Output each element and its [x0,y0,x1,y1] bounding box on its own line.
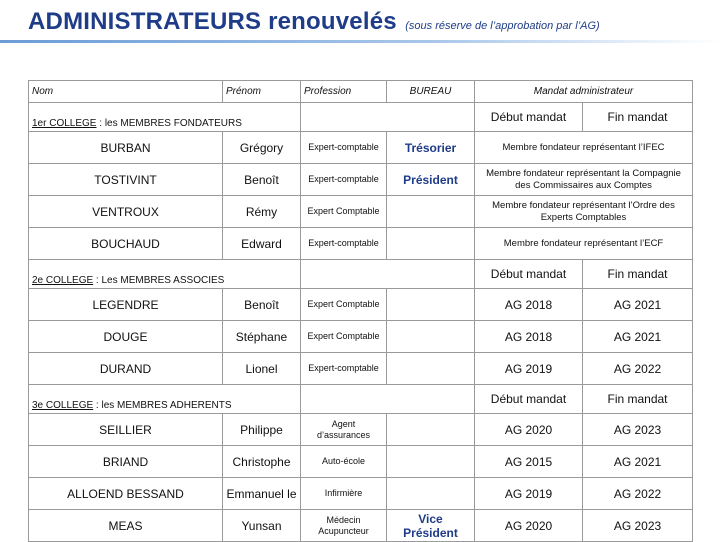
fin-mandat-header: Fin mandat [583,385,693,414]
header-prenom: Prénom [223,81,301,103]
prenom-cell: Rémy [223,196,301,228]
header-nom: Nom [29,81,223,103]
table-row [29,353,693,385]
section-label [29,103,301,132]
mandat-cell: Membre fondateur représentant l’ECF [475,228,693,260]
section-header-row [29,103,693,132]
profession-cell: Expert-comptable [301,132,387,164]
table-row [29,196,693,228]
nom-cell: MEAS [29,510,223,542]
college-number: 3e COLLEGE [32,400,94,411]
prenom-cell: Emmanuel le [223,478,301,510]
mandat-cell: Membre fondateur représentant l’IFEC [475,132,693,164]
college-number: 1er COLLEGE [32,118,97,129]
bureau-cell [387,446,475,478]
section-blank [301,260,475,289]
prenom-cell: Philippe [223,414,301,446]
administrators-table [28,80,693,542]
debut-cell: AG 2019 [475,478,583,510]
bureau-cell [387,228,475,260]
header-mandat: Mandat administrateur [475,81,693,103]
title-underline [0,40,720,43]
fin-cell: AG 2022 [583,353,693,385]
nom-cell: DOUGE [29,321,223,353]
header-bureau: BUREAU [387,81,475,103]
section-header-row [29,260,693,289]
bureau-cell [387,414,475,446]
section-header-row [29,385,693,414]
profession-cell: Expert Comptable [301,289,387,321]
bureau-cell [387,321,475,353]
college-name: : Les MEMBRES ASSOCIES [93,275,225,286]
nom-cell: TOSTIVINT [29,164,223,196]
bureau-cell: Vice Président [387,510,475,542]
debut-mandat-header: Début mandat [475,385,583,414]
profession-cell: Expert-comptable [301,164,387,196]
mandat-cell: Membre fondateur représentant l’Ordre des Experts Comptables [475,196,693,228]
fin-cell: AG 2021 [583,446,693,478]
table-row [29,510,693,542]
header-row [29,81,693,103]
bureau-cell: Trésorier [387,132,475,164]
prenom-cell: Lionel [223,353,301,385]
table-row [29,164,693,196]
profession-cell: Expert-comptable [301,353,387,385]
section-label [29,260,301,289]
debut-cell: AG 2019 [475,353,583,385]
nom-cell: LEGENDRE [29,289,223,321]
prenom-cell: Edward [223,228,301,260]
profession-cell: Expert Comptable [301,196,387,228]
nom-cell: VENTROUX [29,196,223,228]
profession-cell: Expert Comptable [301,321,387,353]
prenom-cell: Yunsan [223,510,301,542]
fin-cell: AG 2022 [583,478,693,510]
profession-cell: Infirmière [301,478,387,510]
nom-cell: BURBAN [29,132,223,164]
bureau-cell [387,289,475,321]
title-note: (sous réserve de l’approbation par l’AG) [405,20,600,32]
bureau-cell [387,196,475,228]
college-name: : les MEMBRES ADHERENTS [93,400,232,411]
debut-cell: AG 2020 [475,414,583,446]
table-row [29,228,693,260]
college-name: : les MEMBRES FONDATEURS [96,118,242,129]
section-associes [29,260,693,385]
header-profession: Profession [301,81,387,103]
nom-cell: ALLOEND BESSAND [29,478,223,510]
debut-mandat-header: Début mandat [475,260,583,289]
bureau-cell [387,478,475,510]
table-row [29,478,693,510]
profession-cell: Agent d’assurances [301,414,387,446]
prenom-cell: Benoît [223,164,301,196]
prenom-cell: Stéphane [223,321,301,353]
table-row [29,289,693,321]
fin-cell: AG 2023 [583,414,693,446]
section-adherents [29,385,693,542]
prenom-cell: Benoît [223,289,301,321]
section-blank [301,103,475,132]
section-fondateurs [29,103,693,260]
section-label [29,385,301,414]
table-row [29,132,693,164]
bureau-cell [387,353,475,385]
profession-cell: Médecin Acupuncteur [301,510,387,542]
table-row [29,446,693,478]
college-number: 2e COLLEGE [32,275,94,286]
table-row [29,321,693,353]
nom-cell: BRIAND [29,446,223,478]
table-row [29,414,693,446]
title-main: ADMINISTRATEURS renouvelés [28,8,397,35]
section-blank [301,385,475,414]
fin-cell: AG 2021 [583,321,693,353]
bureau-cell: Président [387,164,475,196]
nom-cell: SEILLIER [29,414,223,446]
prenom-cell: Grégory [223,132,301,164]
prenom-cell: Christophe [223,446,301,478]
mandat-cell: Membre fondateur représentant la Compagnie des Commissaires aux Comptes [475,164,693,196]
nom-cell: DURAND [29,353,223,385]
debut-cell: AG 2018 [475,289,583,321]
fin-cell: AG 2021 [583,289,693,321]
profession-cell: Auto-école [301,446,387,478]
fin-mandat-header: Fin mandat [583,103,693,132]
debut-cell: AG 2018 [475,321,583,353]
debut-mandat-header: Début mandat [475,103,583,132]
debut-cell: AG 2020 [475,510,583,542]
nom-cell: BOUCHAUD [29,228,223,260]
profession-cell: Expert-comptable [301,228,387,260]
debut-cell: AG 2015 [475,446,583,478]
fin-cell: AG 2023 [583,510,693,542]
page-title [28,8,600,36]
fin-mandat-header: Fin mandat [583,260,693,289]
